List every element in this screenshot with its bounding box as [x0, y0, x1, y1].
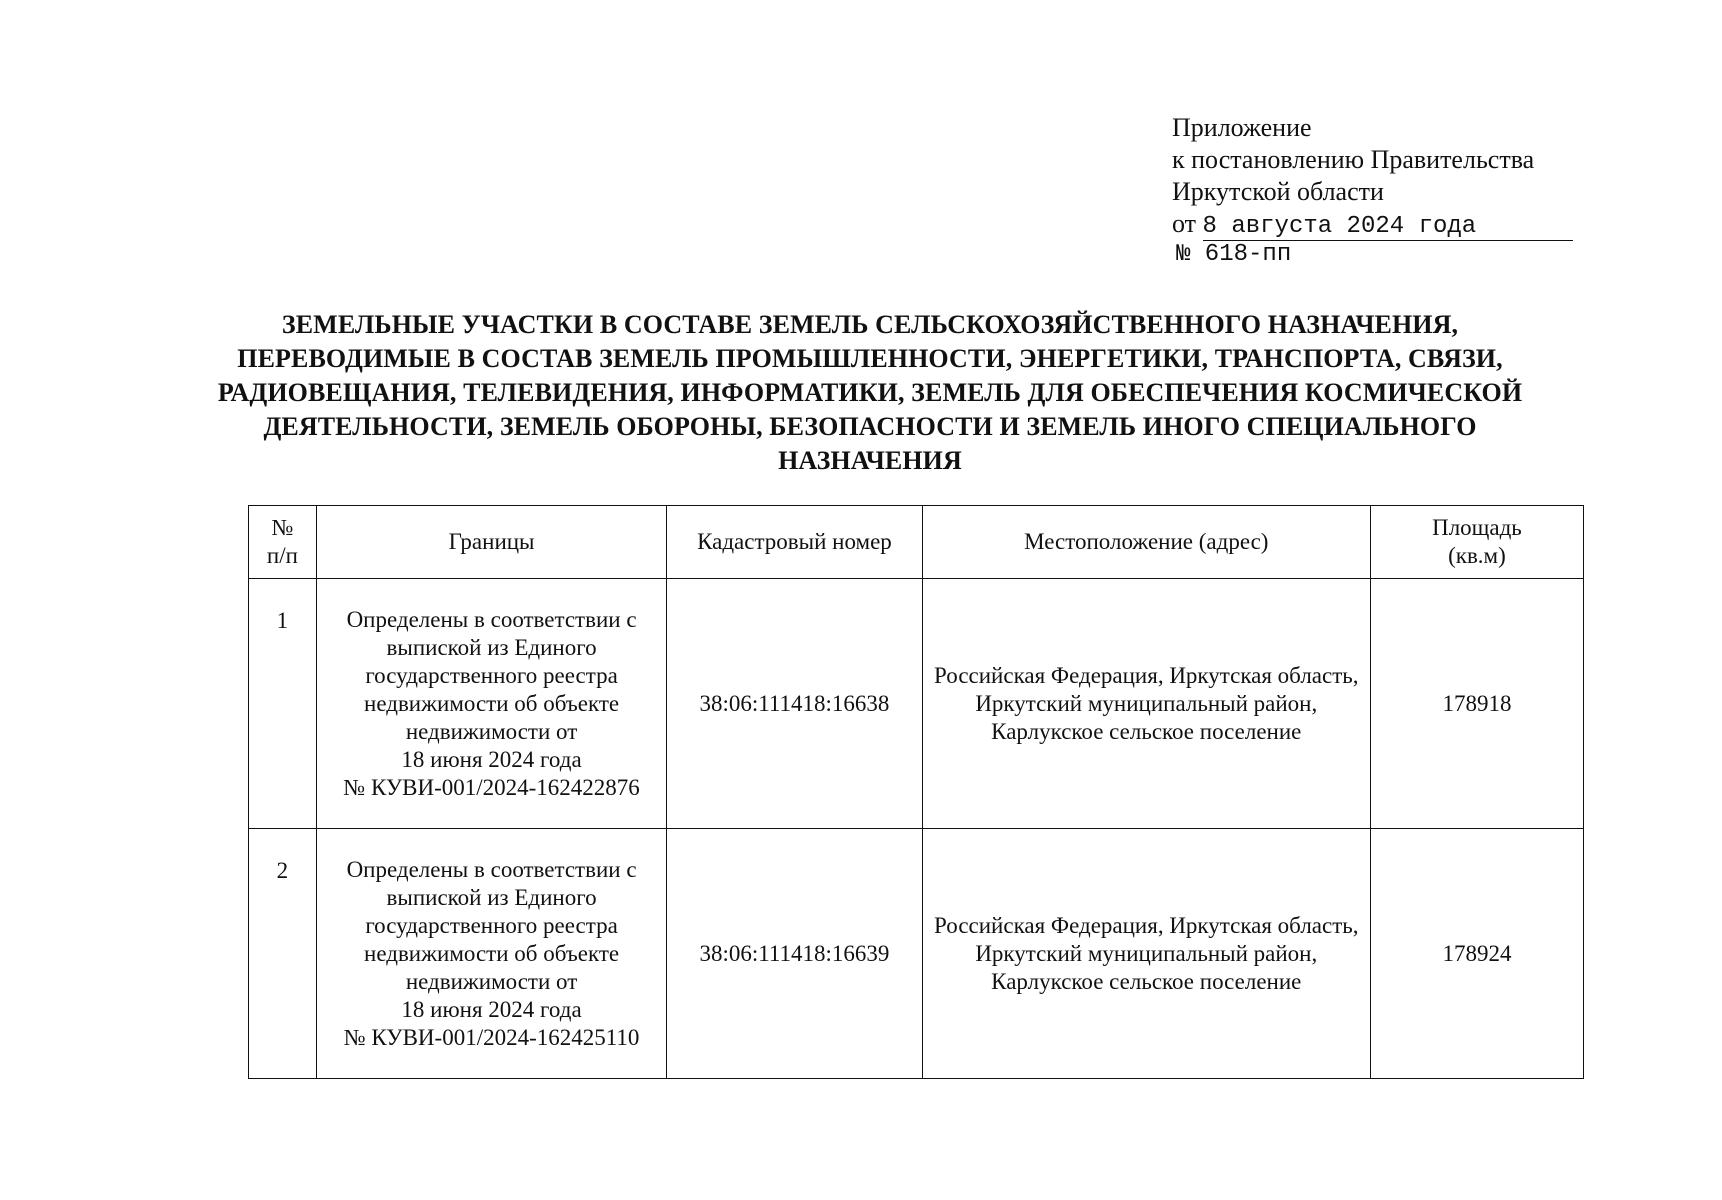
row-borders: [316, 829, 666, 1079]
row-area: 178918: [1370, 579, 1583, 829]
row-cadastre-number: 38:06:111418:16639: [667, 829, 922, 1079]
header-number-abbr: п/п: [266, 543, 298, 568]
location-line: Иркутский муниципальный район,: [975, 690, 1318, 716]
location-line: Карлукское сельское поселение: [991, 968, 1302, 994]
title-line: РАДИОВЕЩАНИЯ, ТЕЛЕВИДЕНИЯ, ИНФОРМАТИКИ, ЗЕМЕЛЬ ДЛЯ ОБЕСПЕЧЕНИЯ КОСМИЧЕСКОЙ: [217, 378, 1523, 407]
borders-line: государственного реестра: [365, 912, 618, 938]
borders-line: недвижимости об объекте: [364, 690, 620, 716]
borders-line: выпиской из Единого: [386, 634, 597, 660]
appendix-label: Приложение: [1172, 113, 1312, 142]
header-area-label: Площадь: [1432, 515, 1522, 540]
appendix-date-line: [1172, 208, 1592, 241]
document-title: [120, 308, 1620, 478]
header-location: Местоположение (адрес): [922, 506, 1370, 579]
table-row: [249, 579, 1584, 829]
appendix-date-prefix: от: [1172, 209, 1197, 238]
appendix-number: № 618-пп: [1176, 241, 1292, 268]
borders-line: недвижимости от: [405, 718, 578, 744]
borders-line: недвижимости об объекте: [364, 940, 620, 966]
appendix-resolution-reference: к постановлению Правительства: [1172, 145, 1535, 174]
title-line: ЗЕМЕЛЬНЫЕ УЧАСТКИ В СОСТАВЕ ЗЕМЕЛЬ СЕЛЬСКОХОЗЯЙСТВЕННОГО НАЗНАЧЕНИЯ,: [281, 310, 1459, 339]
row-borders: [316, 579, 666, 829]
row-area: 178924: [1370, 829, 1583, 1079]
row-cadastre-number: 38:06:111418:16638: [667, 579, 922, 829]
location-line: Иркутский муниципальный район,: [975, 940, 1318, 966]
header-number: [249, 506, 317, 579]
header-borders: Границы: [316, 506, 666, 579]
table-header-row: [249, 506, 1584, 579]
location-line: Российская Федерация, Иркутская область,: [934, 912, 1359, 938]
header-cadastre: Кадастровый номер: [667, 506, 922, 579]
borders-line: 18 июня 2024 года: [401, 746, 582, 772]
land-plots-table: [248, 505, 1584, 1079]
row-location: [922, 829, 1370, 1079]
row-location: [922, 579, 1370, 829]
title-line: ПЕРЕВОДИМЫЕ В СОСТАВ ЗЕМЕЛЬ ПРОМЫШЛЕННОСТИ, ЭНЕРГЕТИКИ, ТРАНСПОРТА, СВЯЗИ,: [237, 344, 1503, 373]
appendix-region: Иркутской области: [1172, 177, 1384, 206]
borders-line: № КУВИ-001/2024-162425110: [343, 1024, 640, 1050]
location-line: Карлукское сельское поселение: [991, 718, 1302, 744]
row-number: 2: [249, 829, 317, 1079]
header-area: [1370, 506, 1583, 579]
borders-line: Определены в соответствии с: [346, 606, 637, 632]
appendix-block: [1172, 112, 1592, 271]
title-line: ДЕЯТЕЛЬНОСТИ, ЗЕМЕЛЬ ОБОРОНЫ, БЕЗОПАСНОСТИ И ЗЕМЕЛЬ ИНОГО СПЕЦИАЛЬНОГО: [263, 412, 1477, 441]
borders-line: недвижимости от: [405, 968, 578, 994]
borders-line: № КУВИ-001/2024-162422876: [343, 774, 640, 800]
location-line: Российская Федерация, Иркутская область,: [934, 662, 1359, 688]
borders-line: выпиской из Единого: [386, 884, 597, 910]
row-number: 1: [249, 579, 317, 829]
borders-line: 18 июня 2024 года: [401, 996, 582, 1022]
header-area-unit: (кв.м): [1448, 543, 1506, 568]
appendix-date: 8 августа 2024 года: [1203, 214, 1573, 241]
table-row: [249, 829, 1584, 1079]
borders-line: Определены в соответствии с: [346, 856, 637, 882]
header-number-symbol: №: [271, 515, 294, 540]
title-line: НАЗНАЧЕНИЯ: [778, 446, 962, 475]
borders-line: государственного реестра: [365, 662, 618, 688]
